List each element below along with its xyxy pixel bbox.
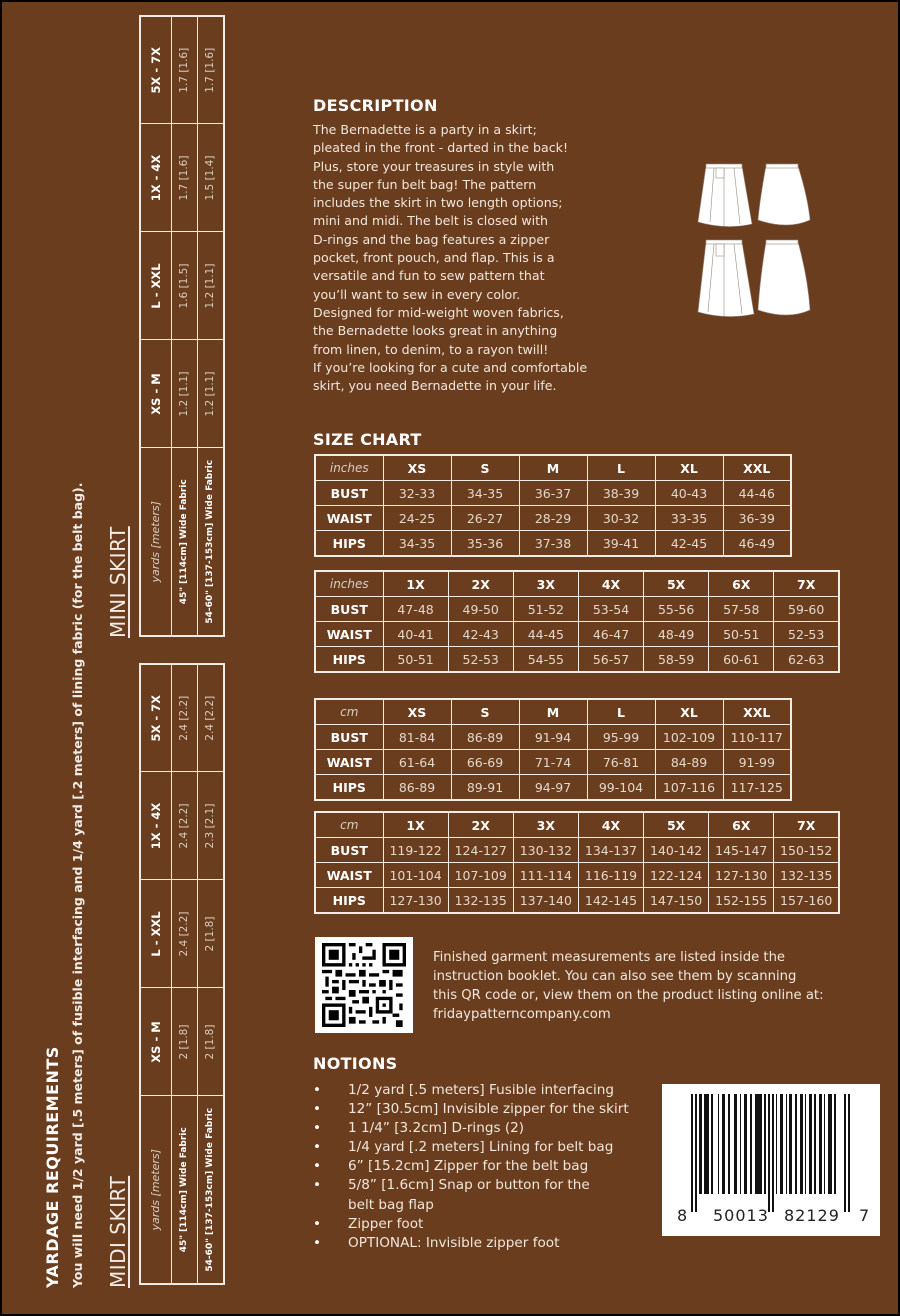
list-item: • 12” [30.5cm] Invisible zipper for the skirt — [313, 1100, 648, 1119]
yardage-title: YARDAGE REQUIREMENTS — [43, 1046, 62, 1288]
column-header: 1X — [383, 571, 448, 597]
table-cell: 84-89 — [655, 750, 723, 775]
table-cell: 150-152 — [774, 838, 839, 863]
column-header: S — [451, 455, 519, 481]
table-cell: 95-99 — [587, 725, 655, 750]
column-header: L - XXL — [140, 880, 171, 988]
size-chart-cm-standard — [314, 698, 792, 801]
size-chart-inches-plus — [314, 570, 840, 673]
row-label: BUST — [315, 838, 383, 863]
table-row — [315, 455, 791, 481]
column-header: 3X — [513, 571, 578, 597]
column-header: 5X — [644, 812, 709, 838]
list-item: • 5/8” [1.6cm] Snap or button for the belt bag flap — [313, 1176, 610, 1214]
table-cell: 152-155 — [709, 888, 774, 914]
row-label: 54-60" [137-153cm] Wide Fabric — [197, 1096, 224, 1284]
table-row — [171, 16, 197, 636]
table-row — [315, 481, 791, 506]
table-row — [315, 812, 839, 838]
table-cell: 59-60 — [774, 597, 839, 622]
table-row — [171, 664, 197, 1284]
barcode-check-digit: 7 — [859, 1206, 870, 1225]
table-cell: 147-150 — [644, 888, 709, 914]
table-cell: 58-59 — [644, 647, 709, 673]
table-row — [315, 597, 839, 622]
mini-yardage-table — [139, 17, 225, 637]
table-row — [315, 750, 791, 775]
table-cell: 86-89 — [383, 775, 451, 801]
table-cell: 91-94 — [519, 725, 587, 750]
table-cell: 56-57 — [578, 647, 643, 673]
table-cell: 2 [1.8] — [171, 988, 197, 1096]
table-cell: 28-29 — [519, 506, 587, 531]
table-cell: 107-116 — [655, 775, 723, 801]
row-label: 45" [114cm] Wide Fabric — [171, 1096, 197, 1284]
table-cell: 47-48 — [383, 597, 448, 622]
table-cell: 117-125 — [723, 775, 791, 801]
table-row — [315, 775, 791, 801]
barcode — [662, 1084, 880, 1236]
table-cell: 1.5 [1.4] — [197, 124, 224, 232]
table-cell: 40-41 — [383, 622, 448, 647]
table-cell: 132-135 — [448, 888, 513, 914]
column-header: 1X - 4X — [140, 124, 171, 232]
column-header: XS — [383, 455, 451, 481]
column-header: 5X - 7X — [140, 664, 171, 772]
size-chart-heading: SIZE CHART — [313, 430, 422, 449]
column-header: XL — [655, 699, 723, 725]
column-header: L - XXL — [140, 232, 171, 340]
table-cell: 71-74 — [519, 750, 587, 775]
table-cell: 30-32 — [587, 506, 655, 531]
column-header: 7X — [774, 812, 839, 838]
table-cell: 53-54 — [578, 597, 643, 622]
column-header: XXL — [723, 699, 791, 725]
column-header: 6X — [709, 571, 774, 597]
mini-skirt-title: MINI SKIRT — [106, 526, 130, 638]
table-cell: 55-56 — [644, 597, 709, 622]
row-label: HIPS — [315, 775, 383, 801]
table-cell: 86-89 — [451, 725, 519, 750]
table-row — [197, 664, 224, 1284]
table-cell: 42-45 — [655, 531, 723, 557]
table-cell: 140-142 — [644, 838, 709, 863]
column-header: 1X - 4X — [140, 772, 171, 880]
table-cell: 1.2 [1.1] — [197, 340, 224, 448]
unit-label: yards [meters] — [140, 448, 171, 636]
column-header: S — [451, 699, 519, 725]
table-row — [315, 571, 839, 597]
description-heading: DESCRIPTION — [313, 96, 438, 115]
table-cell: 110-117 — [723, 725, 791, 750]
column-header: 7X — [774, 571, 839, 597]
column-header: M — [519, 699, 587, 725]
size-chart-inches-standard — [314, 454, 792, 557]
table-row — [315, 531, 791, 557]
column-header: 1X — [383, 812, 448, 838]
table-cell: 66-69 — [451, 750, 519, 775]
list-item: • 6” [15.2cm] Zipper for the belt bag — [313, 1157, 648, 1176]
table-cell: 50-51 — [709, 622, 774, 647]
table-cell: 142-145 — [578, 888, 643, 914]
column-header: 6X — [709, 812, 774, 838]
table-cell: 81-84 — [383, 725, 451, 750]
table-cell: 36-39 — [723, 506, 791, 531]
unit-label: cm — [315, 699, 383, 725]
table-cell: 34-35 — [451, 481, 519, 506]
table-row — [140, 664, 171, 1284]
column-header: 4X — [578, 571, 643, 597]
pattern-back-cover — [2, 2, 898, 1314]
table-cell: 2 [1.8] — [197, 880, 224, 988]
table-cell: 132-135 — [774, 863, 839, 888]
table-row — [315, 838, 839, 863]
table-cell: 130-132 — [513, 838, 578, 863]
row-label: WAIST — [315, 863, 383, 888]
table-cell: 76-81 — [587, 750, 655, 775]
notions-heading: NOTIONS — [313, 1054, 398, 1073]
unit-label: cm — [315, 812, 383, 838]
table-row — [315, 506, 791, 531]
table-cell: 61-64 — [383, 750, 451, 775]
table-row — [315, 699, 791, 725]
table-cell: 51-52 — [513, 597, 578, 622]
table-cell: 24-25 — [383, 506, 451, 531]
table-cell: 57-58 — [709, 597, 774, 622]
column-header: XL — [655, 455, 723, 481]
unit-label: yards [meters] — [140, 1096, 171, 1284]
row-label: BUST — [315, 597, 383, 622]
table-row — [315, 622, 839, 647]
table-cell: 1.6 [1.5] — [171, 232, 197, 340]
column-header: XXL — [723, 455, 791, 481]
table-cell: 50-51 — [383, 647, 448, 673]
column-header: 5X — [644, 571, 709, 597]
table-cell: 94-97 — [519, 775, 587, 801]
table-cell: 89-91 — [451, 775, 519, 801]
column-header: 2X — [448, 812, 513, 838]
table-cell: 60-61 — [709, 647, 774, 673]
table-cell: 1.7 [1.6] — [171, 124, 197, 232]
column-header: XS — [383, 699, 451, 725]
table-cell: 38-39 — [587, 481, 655, 506]
table-cell: 33-35 — [655, 506, 723, 531]
table-row — [315, 863, 839, 888]
table-cell: 62-63 — [774, 647, 839, 673]
table-cell: 2.4 [2.2] — [171, 880, 197, 988]
table-cell: 119-122 — [383, 838, 448, 863]
table-cell: 124-127 — [448, 838, 513, 863]
barcode-lead-digit: 8 — [677, 1206, 688, 1225]
column-header: 5X - 7X — [140, 16, 171, 124]
table-cell: 127-130 — [383, 888, 448, 914]
row-label: WAIST — [315, 506, 383, 531]
table-cell: 1.2 [1.1] — [171, 340, 197, 448]
table-cell: 1.7 [1.6] — [171, 16, 197, 124]
table-cell: 49-50 — [448, 597, 513, 622]
list-item: • 1/4 yard [.2 meters] Lining for belt bag — [313, 1138, 648, 1157]
table-cell: 54-55 — [513, 647, 578, 673]
row-label: WAIST — [315, 622, 383, 647]
table-cell: 2.4 [2.2] — [171, 772, 197, 880]
table-cell: 134-137 — [578, 838, 643, 863]
table-cell: 137-140 — [513, 888, 578, 914]
table-cell: 1.2 [1.1] — [197, 232, 224, 340]
table-cell: 116-119 — [578, 863, 643, 888]
row-label: 54-60" [137-153cm] Wide Fabric — [197, 448, 224, 636]
table-cell: 52-53 — [448, 647, 513, 673]
description-text: The Bernadette is a party in a skirt; pleated in the front - darted in the back! Plus, store your treasures in style with the super fun belt bag! The pattern includes the skirt in two length options; mini and midi. The belt is closed with D-rings and the bag features a zipper pocket, front pouch, and flap. This is a versatile and fun to sew pattern that you’ll want to sew in every color. Designed for mid-weight woven fabrics, the Bernadette looks great in anything from linen, to denim, to a rayon twill! If you’re looking for a cute and comfortable skirt, you need Bernadette in your life. — [313, 122, 588, 394]
column-header: 2X — [448, 571, 513, 597]
notions-list — [313, 1081, 648, 1253]
table-cell: 2.4 [2.2] — [171, 664, 197, 772]
midi-yardage-table — [139, 665, 225, 1285]
table-cell: 102-109 — [655, 725, 723, 750]
table-cell: 46-47 — [578, 622, 643, 647]
table-cell: 36-37 — [519, 481, 587, 506]
table-row — [315, 647, 839, 673]
column-header: M — [519, 455, 587, 481]
column-header: L — [587, 699, 655, 725]
qr-code-icon[interactable] — [315, 937, 413, 1033]
table-cell: 2.3 [2.1] — [197, 772, 224, 880]
row-label: HIPS — [315, 888, 383, 914]
table-cell: 44-46 — [723, 481, 791, 506]
row-label: BUST — [315, 481, 383, 506]
website-link[interactable]: fridaypatterncompany.com — [433, 1007, 611, 1022]
table-cell: 40-43 — [655, 481, 723, 506]
table-row — [197, 16, 224, 636]
table-row — [315, 888, 839, 914]
list-item: • 1/2 yard [.5 meters] Fusible interfacing — [313, 1081, 648, 1100]
barcode-group-2: 82129 — [784, 1206, 840, 1225]
table-row — [315, 725, 791, 750]
row-label: HIPS — [315, 531, 383, 557]
table-cell: 42-43 — [448, 622, 513, 647]
table-cell: 39-41 — [587, 531, 655, 557]
table-cell: 157-160 — [774, 888, 839, 914]
column-header: 4X — [578, 812, 643, 838]
skirt-line-drawings-icon — [694, 158, 814, 318]
size-chart-cm-plus — [314, 811, 840, 914]
column-header: 3X — [513, 812, 578, 838]
table-cell: 91-99 — [723, 750, 791, 775]
table-cell: 37-38 — [519, 531, 587, 557]
table-cell: 99-104 — [587, 775, 655, 801]
unit-label: inches — [315, 455, 383, 481]
row-label: 45" [114cm] Wide Fabric — [171, 448, 197, 636]
table-cell: 107-109 — [448, 863, 513, 888]
unit-label: inches — [315, 571, 383, 597]
table-cell: 52-53 — [774, 622, 839, 647]
table-cell: 46-49 — [723, 531, 791, 557]
list-item: • 1 1/4” [3.2cm] D-rings (2) — [313, 1119, 648, 1138]
table-cell: 1.7 [1.6] — [197, 16, 224, 124]
table-cell: 122-124 — [644, 863, 709, 888]
table-cell: 32-33 — [383, 481, 451, 506]
qr-instructions: Finished garment measurements are listed inside the instruction booklet. You can also see them by scanning this QR code or, view them on the product listing online at: fridaypatterncompany.com — [433, 950, 824, 1022]
table-cell: 48-49 — [644, 622, 709, 647]
midi-skirt-title: MIDI SKIRT — [106, 1175, 130, 1288]
table-cell: 2.4 [2.2] — [197, 664, 224, 772]
table-row — [140, 16, 171, 636]
barcode-group-1: 50013 — [713, 1206, 769, 1225]
table-cell: 2 [1.8] — [197, 988, 224, 1096]
table-cell: 44-45 — [513, 622, 578, 647]
column-header: XS - M — [140, 340, 171, 448]
table-cell: 34-35 — [383, 531, 451, 557]
table-cell: 35-36 — [451, 531, 519, 557]
row-label: BUST — [315, 725, 383, 750]
table-cell: 127-130 — [709, 863, 774, 888]
barcode-icon — [662, 1084, 880, 1236]
column-header: XS - M — [140, 988, 171, 1096]
table-cell: 111-114 — [513, 863, 578, 888]
row-label: WAIST — [315, 750, 383, 775]
row-label: HIPS — [315, 647, 383, 673]
list-item: • OPTIONAL: Invisible zipper foot — [313, 1234, 648, 1253]
column-header: L — [587, 455, 655, 481]
table-cell: 101-104 — [383, 863, 448, 888]
table-cell: 26-27 — [451, 506, 519, 531]
table-cell: 145-147 — [709, 838, 774, 863]
yardage-subtitle: You will need 1/2 yard [.5 meters] of fusible interfacing and 1/4 yard [.2 meters] of lining fabric (for the belt bag). — [70, 482, 85, 1288]
list-item: • Zipper foot — [313, 1215, 648, 1234]
